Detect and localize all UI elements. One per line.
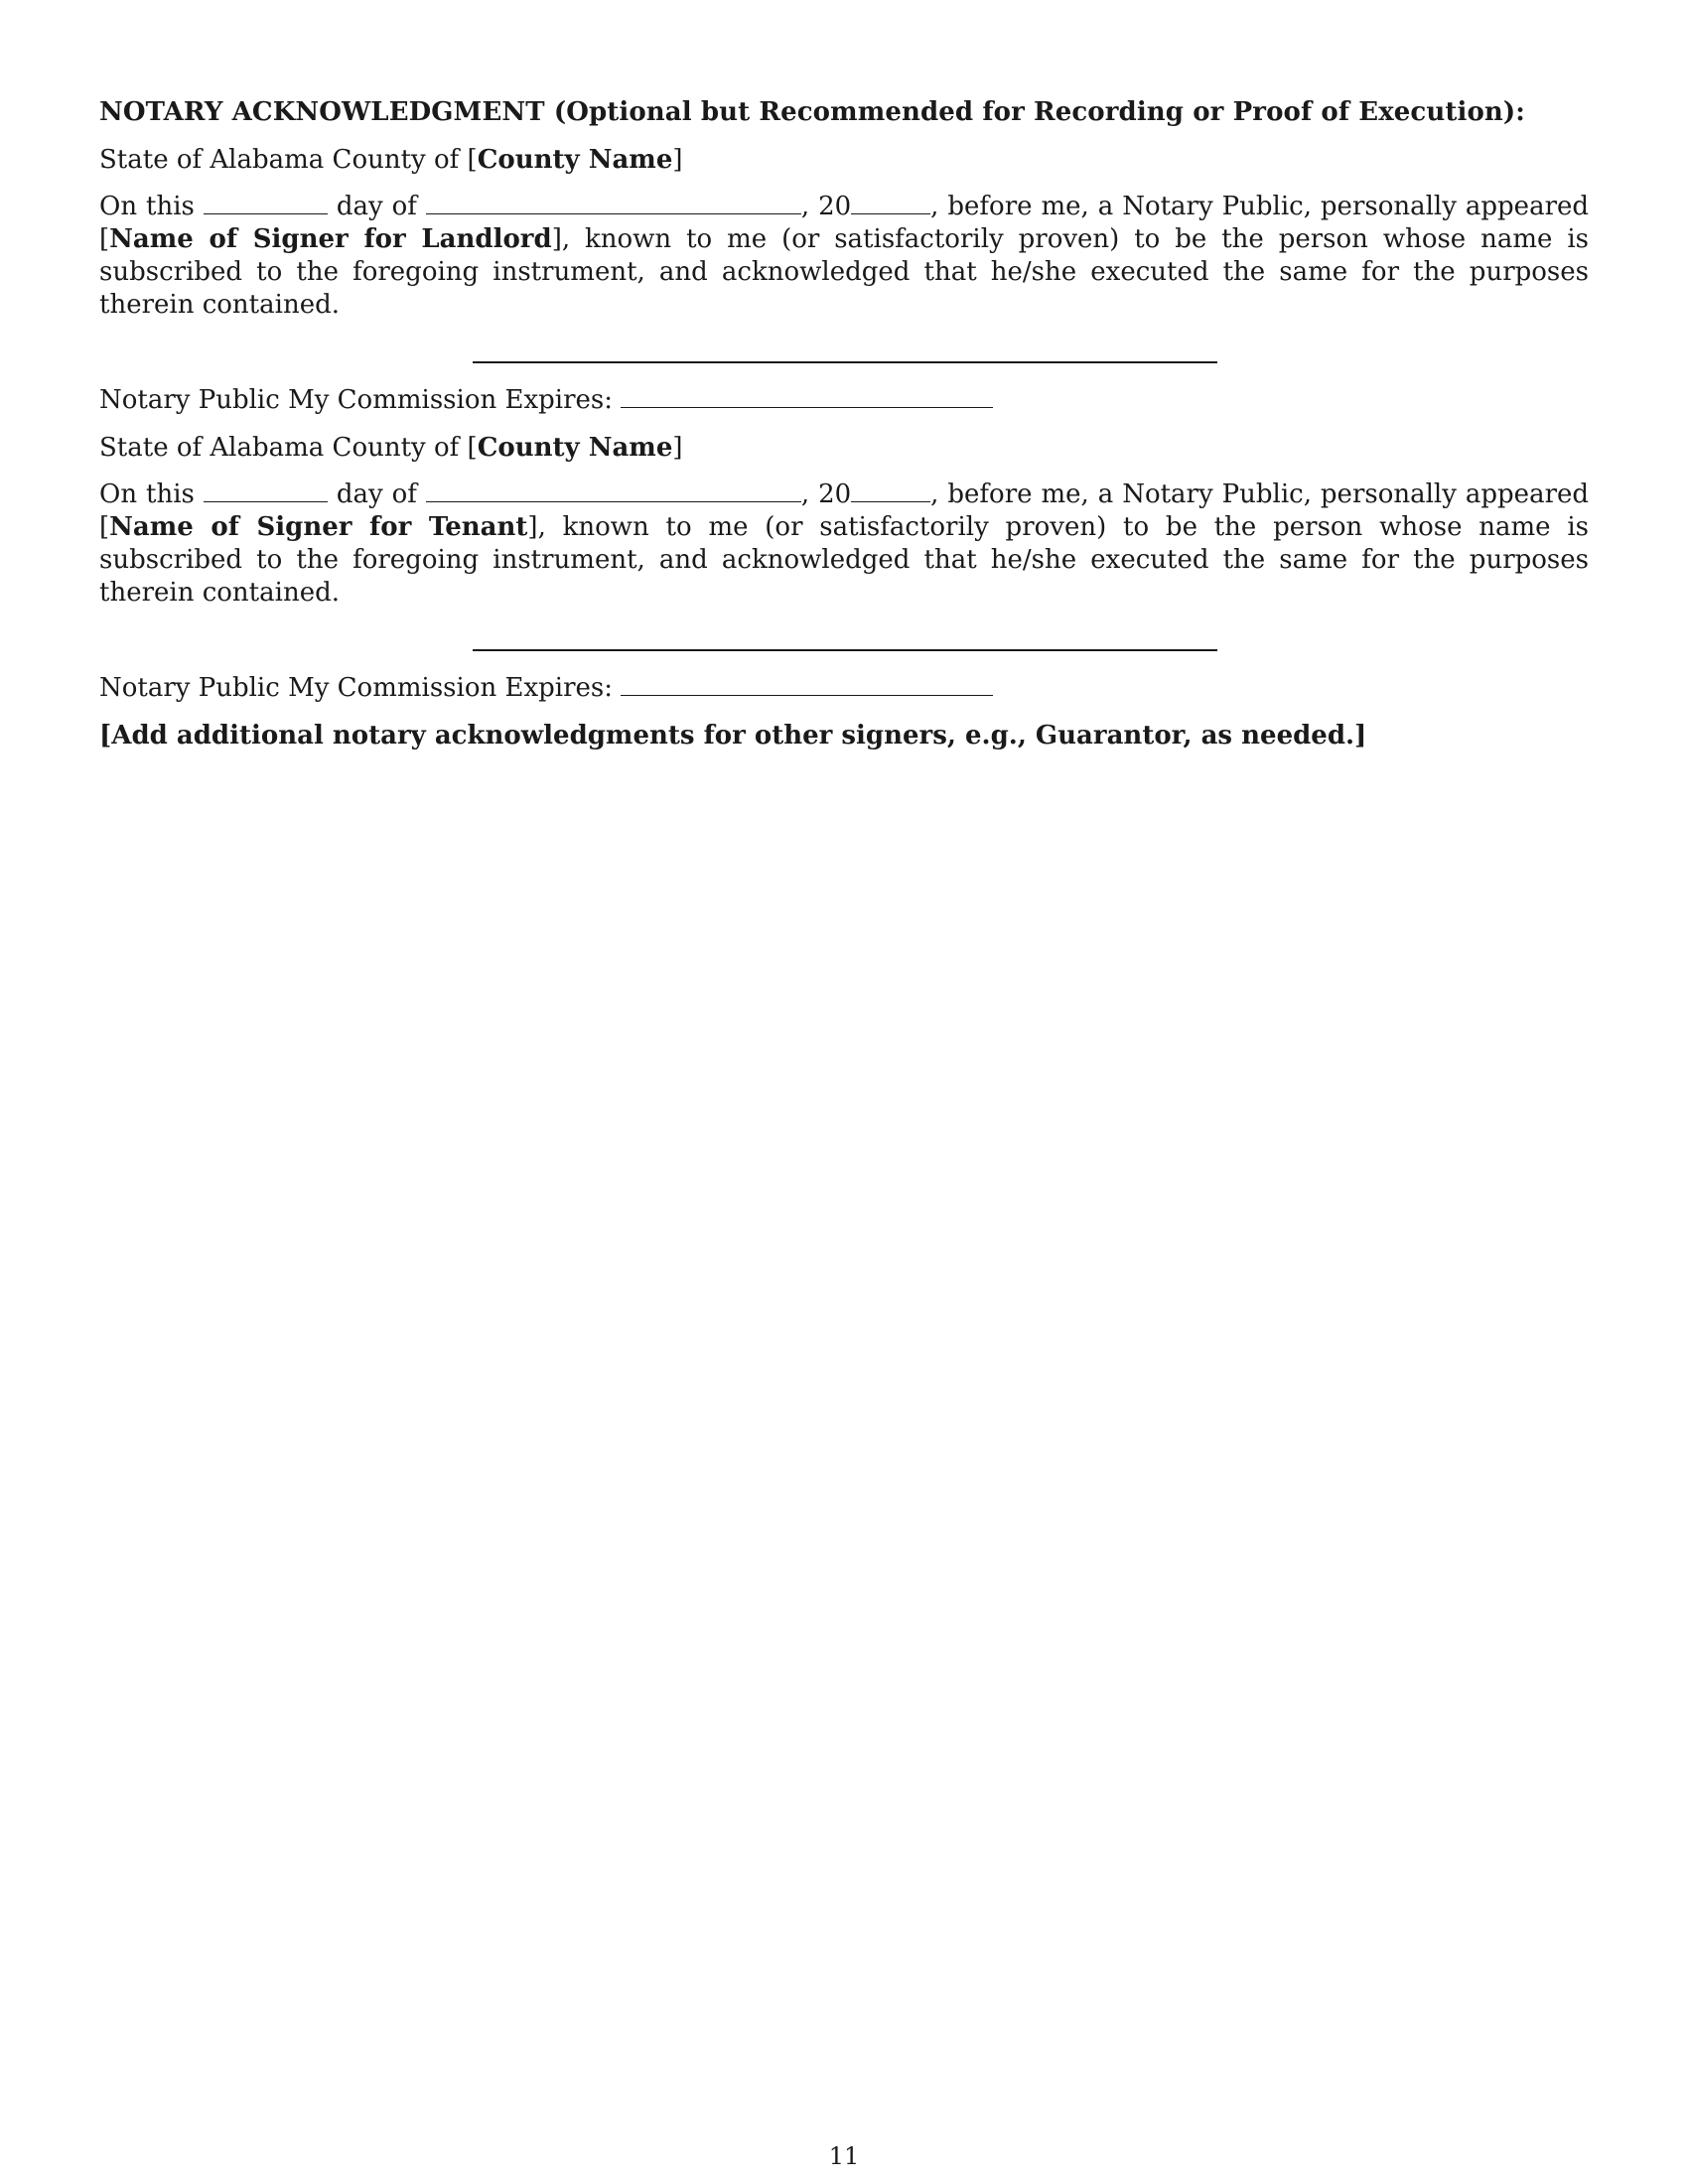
state-county-prefix: State of Alabama County of [ [99, 433, 478, 463]
acknowledgment-tenant [99, 431, 1589, 705]
state-county-suffix: ] [672, 145, 683, 175]
month-blank[interactable] [426, 192, 801, 214]
signer-name-placeholder: Name of Signer for Tenant [109, 512, 528, 542]
acknowledgment-paragraph [99, 191, 1589, 322]
before-me-text: , before me, a Notary Public, personally appeared [ [99, 192, 1590, 254]
acknowledgment-body-text: ], known to me (or satisfactorily proven) to be the person whose name is subscribed to the foregoing instrument, and acknowledged that he/she executed the same for the purposes therein contained. [99, 224, 1589, 320]
county-name-placeholder: County Name [477, 433, 673, 463]
state-county-line [99, 431, 1589, 465]
notary-signature-line[interactable] [473, 649, 1217, 651]
year-blank[interactable] [851, 192, 930, 214]
state-county-suffix: ] [672, 433, 683, 463]
year-blank[interactable] [851, 479, 930, 502]
signer-name-placeholder: Name of Signer for Landlord [109, 224, 552, 254]
day-of-text: day of [336, 192, 417, 221]
page-number: 11 [828, 2142, 860, 2170]
state-county-line [99, 143, 1589, 177]
commission-expires-line [99, 383, 1589, 417]
document-page [99, 95, 1589, 752]
commission-expires-blank[interactable] [621, 673, 993, 696]
acknowledgment-paragraph [99, 478, 1589, 610]
commission-expires-label: Notary Public My Commission Expires: [99, 673, 614, 703]
additional-acknowledgments-note: [Add additional notary acknowledgments for other signers, e.g., Guarantor, as needed.] [99, 721, 1367, 751]
day-blank[interactable] [204, 192, 328, 214]
commission-expires-label: Notary Public My Commission Expires: [99, 385, 614, 415]
year-prefix-text: , 20 [800, 192, 852, 221]
acknowledgment-body-text: ], known to me (or satisfactorily proven) to be the person whose name is subscribed to the foregoing instrument, and acknowledged that he/she executed the same for the purposes therein contained. [99, 512, 1589, 608]
commission-expires-blank[interactable] [621, 385, 993, 408]
month-blank[interactable] [426, 479, 801, 502]
before-me-text: , before me, a Notary Public, personally appeared [ [99, 479, 1590, 542]
year-prefix-text: , 20 [800, 479, 852, 509]
day-blank[interactable] [204, 479, 328, 502]
acknowledgment-landlord [99, 143, 1589, 417]
on-this-text: On this [99, 479, 195, 509]
day-of-text: day of [336, 479, 417, 509]
notary-heading: NOTARY ACKNOWLEDGMENT (Optional but Recommended for Recording or Proof of Execution): [99, 97, 1525, 127]
county-name-placeholder: County Name [477, 145, 673, 175]
commission-expires-line [99, 671, 1589, 705]
on-this-text: On this [99, 192, 195, 221]
state-county-prefix: State of Alabama County of [ [99, 145, 478, 175]
notary-signature-line[interactable] [473, 361, 1217, 363]
